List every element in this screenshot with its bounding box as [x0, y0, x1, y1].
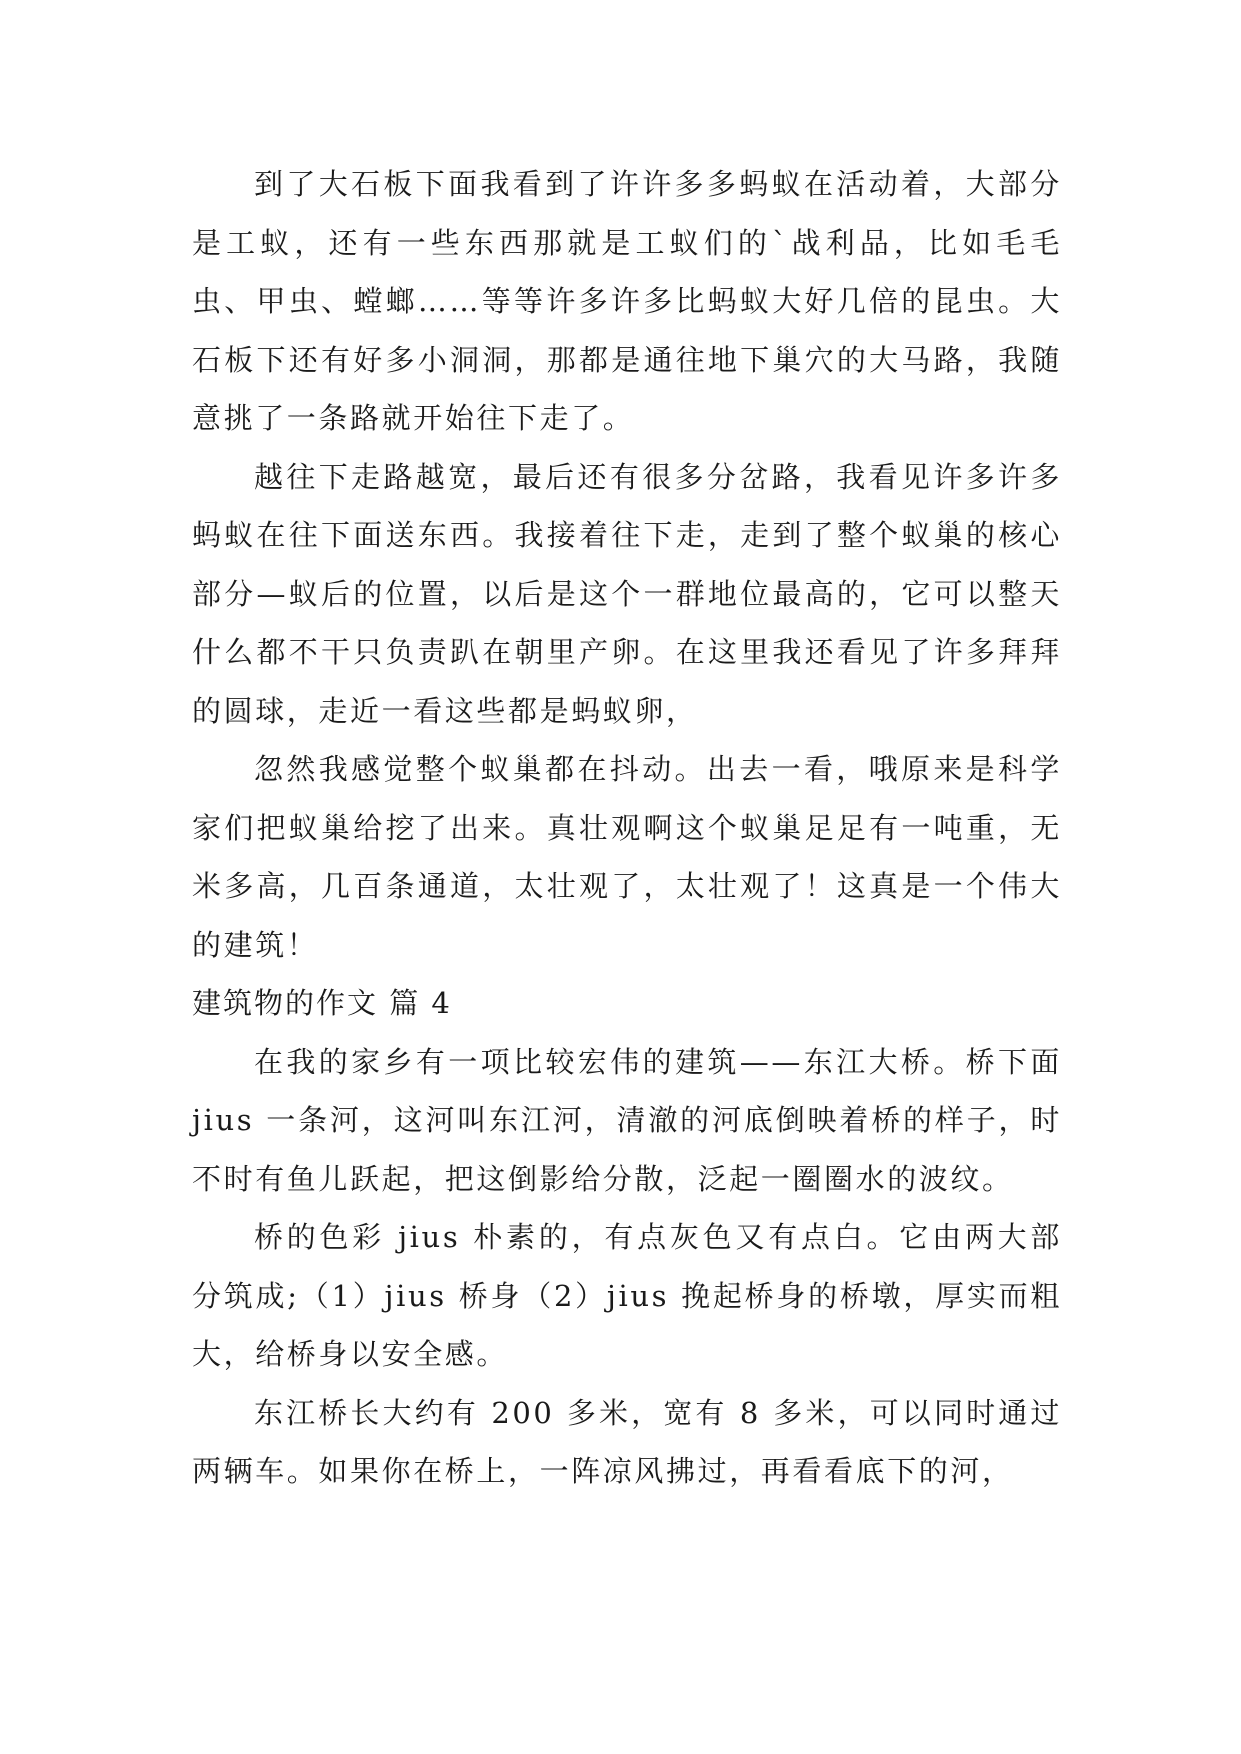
paragraph: 桥的色彩 jius 朴素的，有点灰色又有点白。它由两大部分筑成;（1）jius 桥身（2）jius 挽起桥身的桥墩，厚实而粗大，给桥身以安全感。 [192, 1220, 1062, 1371]
section-heading: 建筑物的作文 篇 4 [192, 986, 452, 1020]
paragraph: 越往下走路越宽，最后还有很多分岔路，我看见许多许多蚂蚁在往下面送东西。我接着往下走，走到了整个蚁巢的核心部分—蚁后的位置，以后是这个一群地位最高的，它可以整天什么都不干只负责趴在朝里产卵。在这里我还看见了许多拜拜的圆球，走近一看这些都是蚂蚁卵， [192, 459, 1062, 728]
paragraph: 在我的家乡有一项比较宏伟的建筑——东江大桥。桥下面 jius 一条河，这河叫东江河，清澈的河底倒映着桥的样子，时不时有鱼儿跃起，把这倒影给分散，泛起一圈圈水的波纹。 [192, 1044, 1062, 1196]
paragraph: 东江桥长大约有 200 多米，宽有 8 多米，可以同时通过两辆车。如果你在桥上，一阵凉风拂过，再看看底下的河， [192, 1395, 1062, 1488]
document-body [192, 155, 1062, 1501]
paragraph: 忽然我感觉整个蚁巢都在抖动。出去一看，哦原来是科学家们把蚁巢给挖了出来。真壮观啊这个蚁巢足足有一吨重，无米多高，几百条通道，太壮观了，太壮观了！这真是一个伟大的建筑！ [192, 752, 1062, 962]
paragraph: 到了大石板下面我看到了许许多多蚂蚁在活动着，大部分是工蚁，还有一些东西那就是工蚁们的`战利品，比如毛毛虫、甲虫、螳螂……等等许多许多比蚂蚁大好几倍的昆虫。大石板下还有好多小洞洞，那都是通往地下巢穴的大马路，我随意挑了一条路就开始往下走了。 [192, 167, 1062, 435]
